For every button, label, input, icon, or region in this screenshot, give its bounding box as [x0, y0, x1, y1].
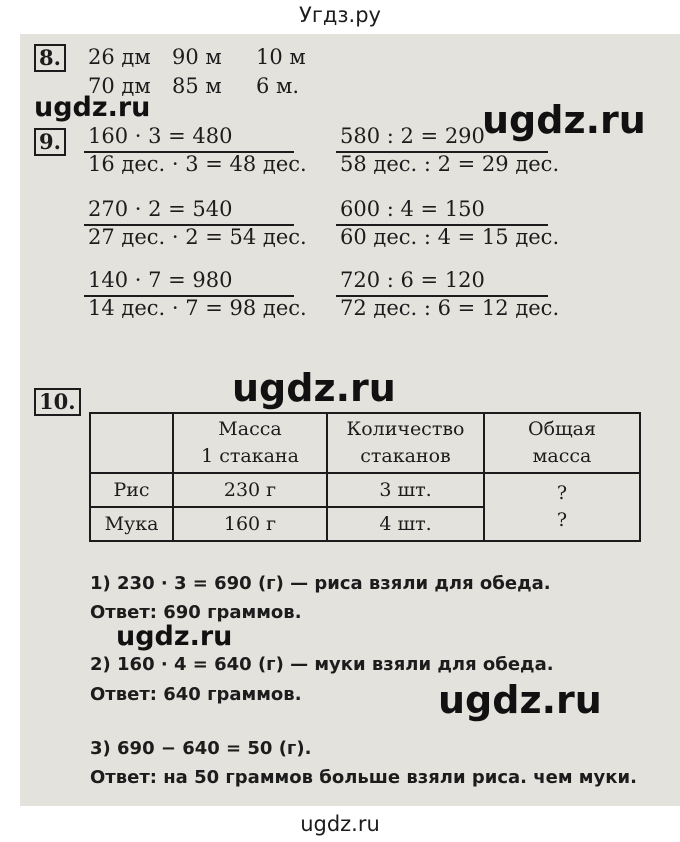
header-line: Общая	[528, 418, 596, 440]
header-line: Количество	[346, 418, 465, 440]
table-header-cell	[90, 413, 173, 473]
table-cell: Мука	[90, 507, 173, 541]
solution-step: 1) 230 · 3 = 690 (г) — риса взяли для обеда.	[90, 573, 551, 594]
equation-bottom: 16 дес. · 3 = 48 дес.	[88, 152, 307, 176]
header-line: масса	[532, 445, 592, 467]
watermark: ugdz.ru	[438, 678, 602, 722]
equation-top: 720 : 6 = 120	[340, 268, 485, 292]
table-header-cell	[327, 413, 484, 473]
solution-step: 3) 690 − 640 = 50 (г).	[90, 738, 312, 759]
table-cell: 230 г	[173, 473, 327, 507]
task-10-number: 10.	[34, 388, 81, 416]
task-8-number: 8.	[34, 44, 66, 72]
equation-bottom: 60 дес. : 4 = 15 дес.	[340, 225, 560, 249]
task-8-value: 85 м	[172, 74, 222, 98]
table-header-cell	[173, 413, 327, 473]
table-header-cell	[484, 413, 640, 473]
equation-top: 140 · 7 = 980	[88, 268, 233, 292]
watermark: ugdz.ru	[232, 366, 396, 410]
equation-top: 600 : 4 = 150	[340, 197, 485, 221]
table-header-row	[90, 413, 640, 473]
header-line: 1 стакана	[201, 445, 299, 467]
solution-answer: Ответ: 640 граммов.	[90, 684, 302, 705]
site-footer: ugdz.ru	[0, 806, 680, 839]
table-cell-total	[484, 473, 640, 541]
table-cell: 3 шт.	[327, 473, 484, 507]
unknown-mark: ?	[556, 482, 568, 504]
header-line: стаканов	[360, 445, 451, 467]
solution-step: 2) 160 · 4 = 640 (г) — муки взяли для обеда.	[90, 654, 554, 675]
equation-top: 270 · 2 = 540	[88, 197, 233, 221]
equation-top: 580 : 2 = 290	[340, 124, 485, 148]
equation-bottom: 72 дес. : 6 = 12 дес.	[340, 296, 560, 320]
equation-bottom: 58 дес. : 2 = 29 дес.	[340, 152, 560, 176]
unknown-mark: ?	[556, 509, 568, 531]
solution-answer: Ответ: 690 граммов.	[90, 602, 302, 623]
solution-answer: Ответ: на 50 граммов больше взяли риса. чем муки.	[90, 767, 637, 788]
watermark: ugdz.ru	[482, 98, 646, 142]
task-8-value: 70 дм	[88, 74, 151, 98]
mass-table	[89, 412, 641, 542]
task-8-value: 10 м	[256, 45, 306, 69]
site-header: Угдз.ру	[0, 0, 680, 34]
equation-bottom: 14 дес. · 7 = 98 дес.	[88, 296, 307, 320]
task-8-value: 26 дм	[88, 45, 151, 69]
table-cell: Рис	[90, 473, 173, 507]
table-cell: 4 шт.	[327, 507, 484, 541]
table-cell: 160 г	[173, 507, 327, 541]
watermark: ugdz.ru	[116, 621, 233, 652]
task-8-value: 90 м	[172, 45, 222, 69]
task-9-number: 9.	[34, 128, 66, 156]
equation-top: 160 · 3 = 480	[88, 124, 233, 148]
task-8-value: 6 м.	[256, 74, 300, 98]
watermark: ugdz.ru	[34, 92, 151, 123]
table-row	[90, 473, 640, 507]
header-line: Масса	[218, 418, 282, 440]
equation-bottom: 27 дес. · 2 = 54 дес.	[88, 225, 307, 249]
